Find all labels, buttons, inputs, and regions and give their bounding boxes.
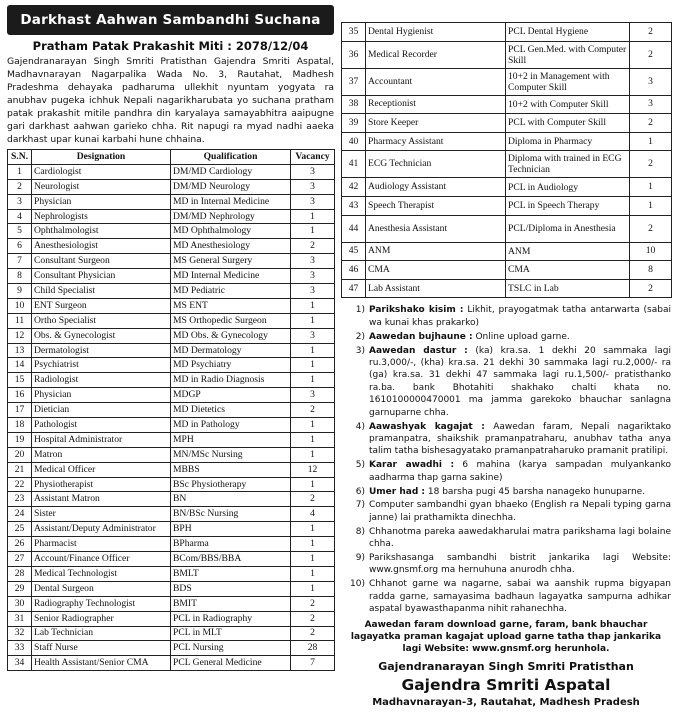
cell-designation: Health Assistant/Senior CMA	[32, 656, 171, 671]
cell-sn: 13	[8, 343, 32, 358]
table-row	[342, 151, 672, 178]
note-item	[341, 304, 671, 329]
cell-sn: 43	[342, 196, 366, 215]
table-row	[342, 95, 672, 114]
cell-sn: 19	[8, 432, 32, 447]
table-row	[8, 298, 335, 313]
table-row	[342, 242, 672, 261]
cell-qualification: MS General Surgery	[171, 254, 291, 269]
table-row	[8, 164, 335, 179]
note-item	[341, 421, 671, 458]
cell-designation: Account/Finance Officer	[32, 552, 171, 567]
note-body	[369, 486, 645, 498]
header-qualification: Qualification	[171, 150, 291, 165]
table-row	[8, 626, 335, 641]
note-number: 3)	[355, 345, 365, 356]
note-text: Online upload garne.	[475, 331, 570, 342]
table-row	[342, 23, 672, 42]
note-text: Chhanotma pareka aawedakharulai matra parikshama lagi bolaine chha.	[369, 526, 671, 550]
cell-vacancy: 3	[291, 254, 335, 269]
cell-vacancy: 3	[291, 284, 335, 299]
note-text: Chhanot garne wa nagarne, sabai wa aanshik rupma bigyapan radda garne, samayasima badhaun lagayatka sampurna adhikar aspatal byawasthapanma nihit rahanechha.	[369, 579, 671, 615]
table-row	[8, 611, 335, 626]
cell-designation: Receptionist	[366, 95, 506, 114]
table-row	[342, 114, 672, 133]
cell-designation: Lab Assistant	[366, 279, 506, 298]
cell-sn: 25	[8, 522, 32, 537]
note-number: 2)	[355, 331, 365, 342]
cell-qualification: MD Internal Medicine	[171, 269, 291, 284]
cell-qualification: MD in Radio Diagnosis	[171, 373, 291, 388]
cell-designation: Store Keeper	[366, 114, 506, 133]
cell-vacancy: 1	[291, 418, 335, 433]
cell-sn: 15	[8, 373, 32, 388]
cell-qualification: DM/MD Nephrology	[171, 209, 291, 224]
cell-vacancy: 3	[291, 388, 335, 403]
intro-paragraph: Gajendranarayan Singh Smriti Pratisthan Gajendra Smriti Aspatal, Madhavnarayan Nagarpalika Wada No. 3, Rautahat, Madhesh Pradeshma dehayaka padharuma ullekhit nyuntam yogyata ra anubhav pugeka ichhuk Nepali nagarikharubata yo suchana pratham patak prakashit mitile pandhra din karyalaya samayabhitra aaipugne gari darkhast aahwan garieko chha. Rit napugi ra myad nadhi aaeka darkhast upar kunai karbahi hune chhaina.	[7, 56, 334, 145]
cell-qualification: MDGP	[171, 388, 291, 403]
vacancy-table-left	[7, 149, 335, 671]
cell-vacancy: 3	[291, 328, 335, 343]
note-item	[341, 552, 671, 577]
cell-vacancy: 8	[630, 261, 672, 280]
cell-vacancy: 1	[291, 358, 335, 373]
cell-sn: 14	[8, 358, 32, 373]
cell-qualification: BPharma	[171, 537, 291, 552]
cell-sn: 26	[8, 537, 32, 552]
cell-vacancy: 1	[291, 477, 335, 492]
cell-sn: 8	[8, 269, 32, 284]
note-body	[369, 459, 671, 484]
cell-qualification: BMLT	[171, 566, 291, 581]
cell-designation: Pharmacy Assistant	[366, 132, 506, 151]
cell-vacancy: 2	[291, 403, 335, 418]
cell-vacancy: 4	[291, 507, 335, 522]
cell-vacancy: 28	[291, 641, 335, 656]
table-row	[8, 373, 335, 388]
cell-vacancy: 3	[291, 164, 335, 179]
cell-vacancy: 1	[630, 196, 672, 215]
table-row	[342, 196, 672, 215]
cell-qualification: MPH	[171, 432, 291, 447]
cell-vacancy: 1	[291, 224, 335, 239]
cell-sn: 9	[8, 284, 32, 299]
cell-qualification: PCL/Diploma in Anesthesia	[506, 215, 630, 242]
note-text: Likhit, prayogatmak tatha antarwarta (sabai wa kunai khas prakarko)	[369, 305, 671, 328]
table-row	[8, 269, 335, 284]
cell-sn: 1	[8, 164, 32, 179]
cell-designation: Assistant/Deputy Administrator	[32, 522, 171, 537]
vacancy-table-right	[341, 22, 672, 298]
note-number: 8)	[355, 526, 365, 537]
cell-sn: 28	[8, 566, 32, 581]
cell-qualification: BSc Physiotherapy	[171, 477, 291, 492]
table-row	[8, 239, 335, 254]
cell-vacancy: 1	[291, 581, 335, 596]
cell-qualification: MD Pediatric	[171, 284, 291, 299]
note-label: Parikshako kisim :	[369, 305, 464, 316]
cell-vacancy: 2	[630, 215, 672, 242]
note-body	[369, 552, 671, 577]
cell-sn: 42	[342, 178, 366, 197]
cell-vacancy: 2	[630, 23, 672, 42]
cell-vacancy: 1	[291, 343, 335, 358]
note-label: Aawedan bujhaune :	[369, 331, 473, 342]
cell-qualification: TSLC in Lab	[506, 279, 630, 298]
cell-qualification: PCL General Medicine	[171, 656, 291, 671]
cell-sn: 38	[342, 95, 366, 114]
cell-qualification: MD in Internal Medicine	[171, 194, 291, 209]
cell-qualification: PCL in MLT	[171, 626, 291, 641]
cell-designation: Child Specialist	[32, 284, 171, 299]
cell-vacancy: 2	[291, 611, 335, 626]
cell-designation: Physician	[32, 194, 171, 209]
cell-sn: 5	[8, 224, 32, 239]
cell-designation: Matron	[32, 447, 171, 462]
cell-qualification: MD Dietetics	[171, 403, 291, 418]
note-item	[341, 526, 671, 551]
cell-vacancy: 2	[291, 492, 335, 507]
cell-sn: 46	[342, 261, 366, 280]
note-item	[341, 345, 671, 419]
cell-qualification: PCL in Speech Therapy	[506, 196, 630, 215]
cell-qualification: MD in Pathology	[171, 418, 291, 433]
note-item	[341, 499, 671, 524]
cell-qualification: DM/MD Cardiology	[171, 164, 291, 179]
cell-designation: Assistant Matron	[32, 492, 171, 507]
cell-qualification: DM/MD Neurology	[171, 179, 291, 194]
cell-sn: 16	[8, 388, 32, 403]
table-row	[8, 596, 335, 611]
cell-qualification: MS ENT	[171, 298, 291, 313]
cell-sn: 12	[8, 328, 32, 343]
cell-designation: Obs. & Gynecologist	[32, 328, 171, 343]
note-item	[341, 331, 671, 343]
publish-date: Pratham Patak Prakashit Miti : 2078/12/04	[32, 39, 309, 53]
cell-designation: Dermatologist	[32, 343, 171, 358]
cell-qualification: MD Anesthesiology	[171, 239, 291, 254]
cell-vacancy: 1	[291, 522, 335, 537]
cell-designation: Ophthalmologist	[32, 224, 171, 239]
header-designation: Designation	[32, 150, 171, 165]
cell-designation: Lab Technician	[32, 626, 171, 641]
cell-qualification: BCom/BBS/BBA	[171, 552, 291, 567]
table-row	[342, 215, 672, 242]
table-header-row	[8, 150, 335, 165]
cell-qualification: BPH	[171, 522, 291, 537]
cell-vacancy: 2	[630, 151, 672, 178]
note-number: 5)	[355, 460, 365, 471]
cell-sn: 31	[8, 611, 32, 626]
note-text: Parikshasanga sambandhi bistrit jankarika lagi Website: www.gnsmf.org ma hernuhuna anurodh chha.	[369, 553, 671, 576]
note-label: Umer had :	[369, 486, 426, 497]
cell-qualification: PCL in Radiography	[171, 611, 291, 626]
cell-sn: 40	[342, 132, 366, 151]
cell-qualification: Diploma with trained in ECG Technician	[506, 151, 630, 178]
cell-sn: 39	[342, 114, 366, 133]
cell-sn: 45	[342, 242, 366, 261]
note-text: Computer sambandhi gyan bhaeko (English ra Nepali typing garna janne) lai prathamikta dinechha.	[369, 500, 671, 523]
cell-designation: Pharmacist	[32, 537, 171, 552]
note-text: 18 barsha pugi 45 barsha nanageko hunuparne.	[427, 486, 646, 497]
table-row	[8, 492, 335, 507]
header-sn: S.N.	[8, 150, 32, 165]
cell-sn: 41	[342, 151, 366, 178]
cell-qualification: PCL Gen.Med. with Computer Skill	[506, 41, 630, 68]
notice-title: Darkhast Aahwan Sambandhi Suchana	[7, 5, 334, 35]
cell-vacancy: 3	[291, 194, 335, 209]
cell-designation: Sister	[32, 507, 171, 522]
cell-vacancy: 1	[291, 209, 335, 224]
notes-list	[341, 304, 671, 615]
right-column	[341, 22, 671, 708]
cell-sn: 23	[8, 492, 32, 507]
table-row	[8, 328, 335, 343]
cell-sn: 21	[8, 462, 32, 477]
cell-sn: 7	[8, 254, 32, 269]
application-footnote: Aawedan faram download garne, faram, bank bhauchar lagayatka praman kagajat upload garne tatha thap jankarika lagi Website: www.gnsmf.org herunhola.	[350, 619, 662, 655]
cell-qualification: MS Orthopedic Surgeon	[171, 313, 291, 328]
cell-vacancy: 1	[291, 566, 335, 581]
cell-vacancy: 2	[630, 279, 672, 298]
cell-vacancy: 1	[630, 178, 672, 197]
table-row	[342, 68, 672, 95]
note-body	[369, 304, 671, 329]
note-body	[369, 345, 671, 419]
cell-sn: 27	[8, 552, 32, 567]
note-text: 6 mahina (karya sampadan mulyankanko aadharma thap garna sakine)	[369, 460, 671, 483]
cell-designation: Radiography Technologist	[32, 596, 171, 611]
cell-qualification: PCL Dental Hygiene	[506, 23, 630, 42]
cell-sn: 11	[8, 313, 32, 328]
table-row	[8, 403, 335, 418]
cell-sn: 17	[8, 403, 32, 418]
hospital-name: Gajendra Smriti Aspatal	[401, 675, 611, 694]
cell-designation: Staff Nurse	[32, 641, 171, 656]
cell-designation: Speech Therapist	[366, 196, 506, 215]
note-number: 6)	[355, 486, 365, 497]
table-row	[8, 194, 335, 209]
table-row	[8, 254, 335, 269]
cell-sn: 47	[342, 279, 366, 298]
cell-sn: 35	[342, 23, 366, 42]
cell-designation: Dental Surgeon	[32, 581, 171, 596]
cell-designation: Consultant Physician	[32, 269, 171, 284]
cell-sn: 2	[8, 179, 32, 194]
cell-vacancy: 1	[291, 537, 335, 552]
cell-sn: 37	[342, 68, 366, 95]
cell-sn: 4	[8, 209, 32, 224]
cell-vacancy: 2	[291, 626, 335, 641]
table-row	[8, 641, 335, 656]
note-label: Karar awadhi :	[369, 460, 455, 471]
cell-vacancy: 1	[291, 552, 335, 567]
cell-designation: Dental Hygienist	[366, 23, 506, 42]
cell-vacancy: 7	[291, 656, 335, 671]
cell-sn: 44	[342, 215, 366, 242]
cell-designation: Anesthesia Assistant	[366, 215, 506, 242]
cell-designation: CMA	[366, 261, 506, 280]
cell-qualification: ANM	[506, 242, 630, 261]
cell-qualification: PCL Nursing	[171, 641, 291, 656]
cell-vacancy: 1	[291, 432, 335, 447]
note-text: Aawedan faram, Nepali nagariktako pramanpatra, shaikshik pramanpatraharu, anubhav tatha anya talim tatha bishesagyatako pramanpatraharuko pramanit pratilipi.	[369, 421, 671, 457]
table-row	[8, 224, 335, 239]
cell-qualification: 10+2 with Computer Skill	[506, 95, 630, 114]
table-row	[8, 179, 335, 194]
note-body	[369, 421, 671, 458]
organization-address: Madhavnarayan-3, Rautahat, Madhesh Pradesh	[372, 696, 640, 708]
table-row	[8, 656, 335, 671]
table-row	[342, 132, 672, 151]
cell-sn: 20	[8, 447, 32, 462]
cell-sn: 10	[8, 298, 32, 313]
note-label: Aawedan dastur :	[369, 345, 468, 356]
cell-qualification: BDS	[171, 581, 291, 596]
cell-qualification: MD Dermatology	[171, 343, 291, 358]
table-row	[8, 388, 335, 403]
cell-qualification: BN/BSc Nursing	[171, 507, 291, 522]
table-row	[8, 522, 335, 537]
cell-designation: Physiotherapist	[32, 477, 171, 492]
cell-sn: 36	[342, 41, 366, 68]
cell-qualification: BN	[171, 492, 291, 507]
cell-designation: Senior Radiographer	[32, 611, 171, 626]
cell-vacancy: 3	[630, 95, 672, 114]
table-row	[8, 209, 335, 224]
cell-designation: Pathologist	[32, 418, 171, 433]
cell-designation: Accountant	[366, 68, 506, 95]
table-row	[342, 41, 672, 68]
cell-designation: Medical Recorder	[366, 41, 506, 68]
note-item	[341, 578, 671, 615]
note-text: (ka) kra.sa. 1 dekhi 20 sammaka lagi ru.3,000/-, (kha) kra.sa. 21 dekhi 30 sammaka lagi ru.2,000/- ra (ga) kra.sa. 31 dekhi 47 sammaka lagi ru.1,500/- pratisthanko ra.ba. bank Bhotahiti shakhako chalti khata no. 1610100000470001 ma jamma garekoko bhauchar sanlagna garnuparne chha.	[369, 345, 671, 418]
cell-designation: Anesthesiologist	[32, 239, 171, 254]
note-label: Aawashyak kagajat :	[369, 421, 485, 432]
table-row	[342, 261, 672, 280]
cell-sn: 24	[8, 507, 32, 522]
note-number: 4)	[355, 421, 365, 432]
cell-designation: ENT Surgeon	[32, 298, 171, 313]
cell-vacancy: 1	[291, 298, 335, 313]
note-number: 7)	[355, 500, 365, 511]
cell-qualification: PCL in Audiology	[506, 178, 630, 197]
cell-designation: Ortho Specialist	[32, 313, 171, 328]
cell-vacancy: 2	[630, 41, 672, 68]
note-number: 10)	[350, 579, 365, 590]
note-item	[341, 459, 671, 484]
cell-qualification: Diploma in Pharmacy	[506, 132, 630, 151]
cell-qualification: MN/MSc Nursing	[171, 447, 291, 462]
table-row	[342, 279, 672, 298]
cell-vacancy: 3	[291, 179, 335, 194]
table-row	[8, 462, 335, 477]
note-item	[341, 486, 671, 498]
table-row	[8, 537, 335, 552]
cell-sn: 3	[8, 194, 32, 209]
cell-sn: 34	[8, 656, 32, 671]
table-row	[8, 343, 335, 358]
table-row	[8, 418, 335, 433]
table-row	[342, 178, 672, 197]
cell-qualification: MBBS	[171, 462, 291, 477]
note-number: 9)	[355, 553, 365, 564]
cell-sn: 18	[8, 418, 32, 433]
table-row	[8, 477, 335, 492]
left-column	[7, 5, 334, 671]
cell-qualification: PCL with Computer Skill	[506, 114, 630, 133]
cell-designation: Radiologist	[32, 373, 171, 388]
table-row	[8, 552, 335, 567]
header-vacancy: Vacancy	[291, 150, 335, 165]
table-row	[8, 581, 335, 596]
table-row	[8, 507, 335, 522]
cell-vacancy: 1	[291, 373, 335, 388]
organization-name: Gajendranarayan Singh Smriti Pratisthan	[378, 659, 634, 673]
cell-sn: 6	[8, 239, 32, 254]
cell-qualification: CMA	[506, 261, 630, 280]
note-body	[369, 331, 570, 343]
cell-designation: Psychiatrist	[32, 358, 171, 373]
cell-designation: Audiology Assistant	[366, 178, 506, 197]
cell-designation: Nephrologists	[32, 209, 171, 224]
table-row	[8, 432, 335, 447]
note-body	[369, 578, 671, 615]
table-row	[8, 284, 335, 299]
cell-vacancy: 2	[630, 114, 672, 133]
cell-vacancy: 10	[630, 242, 672, 261]
cell-sn: 30	[8, 596, 32, 611]
cell-designation: Medical Technologist	[32, 566, 171, 581]
cell-vacancy: 1	[630, 132, 672, 151]
cell-qualification: MD Obs. & Gynecology	[171, 328, 291, 343]
cell-qualification: MD Psychiatry	[171, 358, 291, 373]
cell-designation: Cardiologist	[32, 164, 171, 179]
cell-vacancy: 1	[291, 313, 335, 328]
cell-designation: Physician	[32, 388, 171, 403]
cell-designation: Dietician	[32, 403, 171, 418]
cell-designation: ANM	[366, 242, 506, 261]
note-number: 1)	[355, 305, 365, 316]
cell-designation: ECG Technician	[366, 151, 506, 178]
cell-designation: Consultant Surgeon	[32, 254, 171, 269]
cell-vacancy: 2	[291, 239, 335, 254]
cell-designation: Hospital Administrator	[32, 432, 171, 447]
cell-qualification: BMIT	[171, 596, 291, 611]
table-row	[8, 313, 335, 328]
cell-vacancy: 2	[291, 596, 335, 611]
cell-vacancy: 3	[630, 68, 672, 95]
note-body	[369, 526, 671, 551]
note-body	[369, 499, 671, 524]
cell-sn: 22	[8, 477, 32, 492]
cell-designation: Medical Officer	[32, 462, 171, 477]
cell-vacancy: 1	[291, 447, 335, 462]
cell-designation: Neurologist	[32, 179, 171, 194]
cell-vacancy: 12	[291, 462, 335, 477]
cell-sn: 29	[8, 581, 32, 596]
table-row	[8, 358, 335, 373]
cell-qualification: 10+2 in Management with Computer Skill	[506, 68, 630, 95]
cell-qualification: MD Ophthalmology	[171, 224, 291, 239]
table-row	[8, 566, 335, 581]
cell-vacancy: 3	[291, 269, 335, 284]
cell-sn: 32	[8, 626, 32, 641]
cell-sn: 33	[8, 641, 32, 656]
table-row	[8, 447, 335, 462]
